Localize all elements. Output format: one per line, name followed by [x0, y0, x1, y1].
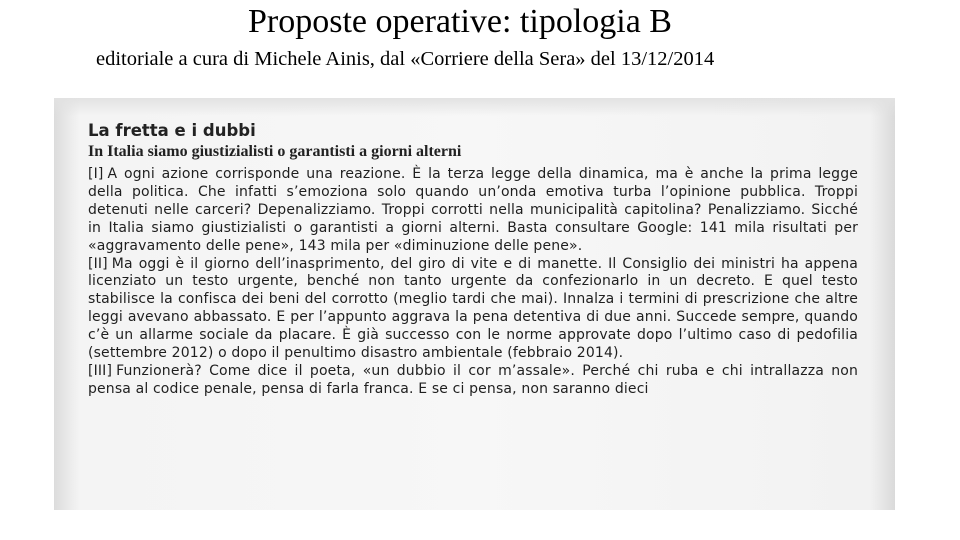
article-title: La fretta e i dubbi [88, 121, 256, 140]
scanned-article [54, 98, 895, 510]
paragraph-marker: [II] [88, 255, 108, 272]
slide-title: Proposte operative: tipologia B [248, 3, 672, 40]
article-subtitle: In Italia siamo giustizialisti o garantisti a giorni alterni [88, 143, 462, 160]
article-paragraph-3 [88, 363, 858, 399]
paragraph-text: A ogni azione corrisponde una reazione. È la terza legge della dinamica, ma è anche la prima legge della politica. Che infatti s’emoziona solo quando un’onda emotiva turba l’opinione pubblica. Troppi detenuti nelle carceri? Depenalizziamo. Troppi corrotti nella municipalità capitolina? Penalizziamo. Sicché in Italia siamo giustizialisti o garantisti a giorni alterni. Basta consultare Google: 141 mila risultati per «aggravamento delle pene», 143 mila per «diminuzione delle pene». [88, 166, 858, 254]
paragraph-marker: [III] [88, 362, 113, 379]
paragraph-marker: [I] [88, 166, 104, 182]
paragraph-text: Funzionerà? Come dice il poeta, «un dubbio il cor m’assale». Perché chi ruba e chi intrallazza non pensa al codice penale, pensa di farla franca. E se ci pensa, non saranno dieci [88, 362, 858, 397]
article-body [88, 120, 858, 399]
article-paragraph-1 [88, 166, 858, 256]
paragraph-text: Ma oggi è il giorno dell’inasprimento, del giro di vite e di manette. Il Consiglio dei ministri ha appena licenziato un testo urgente, benché non tanto urgente da confezionarlo in un decreto. E quel testo stabilisce la confisca dei beni del corrotto (meglio tardi che mai). Innalza i termini di prescrizione che altre leggi avevano abbassato. E per l’appunto aggrava la pena detentiva di due anni. Succede sempre, quando c’è un allarme sociale da placare. È già successo con le norme approvate dopo l’ultimo caso di pedofilia (settembre 2012) o dopo il penultimo disastro ambientale (febbraio 2014). [88, 255, 858, 362]
slide-subtitle: editoriale a cura di Michele Ainis, dal «Corriere della Sera» del 13/12/2014 [96, 48, 715, 70]
article-paragraph-2 [88, 256, 858, 363]
